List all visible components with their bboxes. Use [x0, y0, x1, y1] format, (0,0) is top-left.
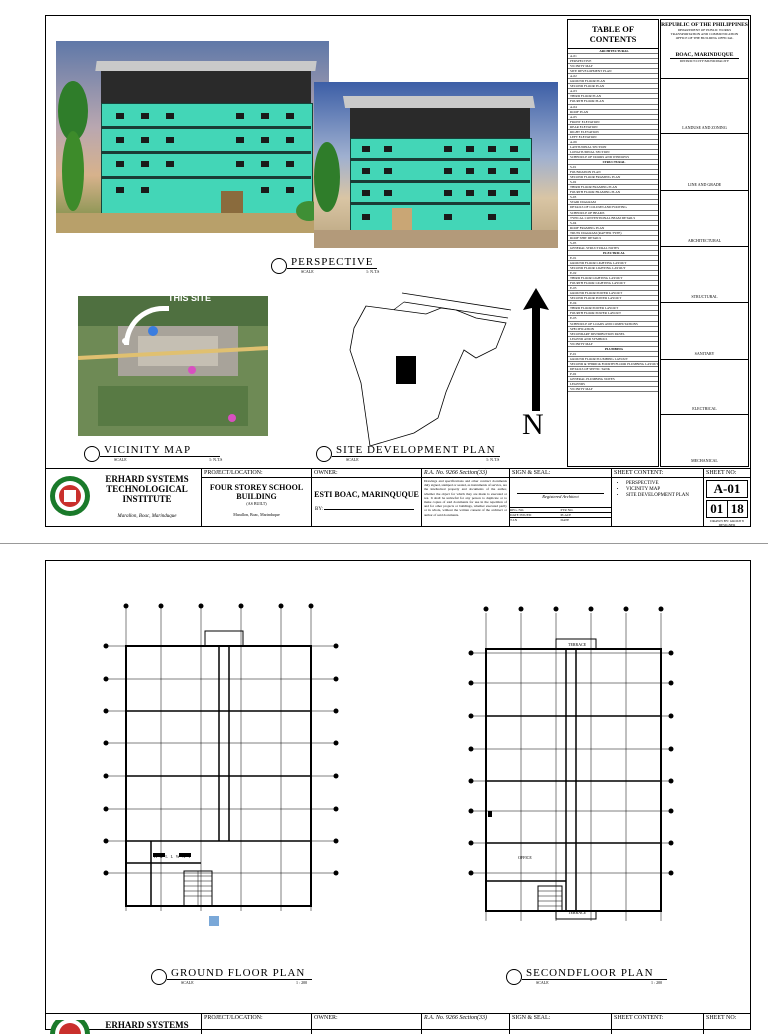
perspective-render-side	[314, 82, 558, 248]
sheet-id: A-01	[706, 480, 748, 498]
drawing-sheet-a01: PERSPECTIVE SCALE 1: N.T.S THIS SITE VICINITY MAP SCALE 1: N.T.S N SITE DEVELOPMENT PLAN SCALE 1: N.T.S TABLE OF CONTENTS ARCHITECTURAL A-01 PERSPECTIVE VICINITY MAP SITE DEVELOPMENT PLAN A-02 GROUND FLOOR PLAN SECOND FLOOR PLAN A-03 THIRD FLOOR PLAN FOURTH FLOOR PLAN A-04 ROOF PLAN A-05 FRONT ELEVATION REAR ELEVATION RIGHT ELEVATION LEFT ELEVATION A-06 LATITUDINAL SECTION LONGITUDINAL SECTION SCHEDULE OF DOORS AND WINDOWS STRUCTURAL S-01 FOUNDATION PLAN SECOND FLOOR FRAMING PLAN S-02 THIRD FLOOR FRAMING PLAN FOURTH FLOOR FRAMING PLAN S-03 STAIR DIAGRAM DETAILS OF COLUMN AND FOOTING SCHEDULE OF BEAMS TYPICAL CONVENTIONAL BEAM DETAILS S-04 ROOF FRAMING PLAN TRUSS DIAGRAM (RAFTER TYPE) ROOF SHIT DETAILS S-05 GENERAL STRUCTURAL NOTES ELECTRICAL E-01 GROUND FLOOR LIGHTING LAYOUT SECOND FLOOR LIGHTING LAYOUT E-02 THIRD FLOOR LIGHTING LAYOUT FOURTH FLOOR LIGHTING LAYOUT E-03 GROUND FLOOR POWER LAYOUT SECOND FLOOR POWER LAYOUT E-04 THIRD FLOOR POWER LAYOUT FOURTH FLOOR POWER LAYOUT E-05 SCHEDULE OF LOADS AND COMPUTATIONS SPECIFICATION SECONDARY DISTRIBUTION PANEL LEGEND AND SYMBOLS VICINITY MAP PLUMBING P-01 GROUND FLOOR PLUMBING LAYOUT SECOND & THIRD & FOURTH FLOOR PLUMBING LAYOUT DETAILS OF SEPTIC TANK P-02 GENERAL PLUMBING NOTES LEGENDS VICINITY MAP REPUBLIC OF THE PHILIPPINES DEPARTMENT OF PUBLIC WORKS TRANSPORTATION AND COMMUNICATION OFFICE OF THE BUILDING OFFICIAL BOAC, MARINDUQUE DISTRICT/CITY/MUNICIPALITY LANDUSE AND ZONING LINE AND GRADE ARCHITECTURAL STRUCTURAL SANITARY ELECTRICAL MECHANICAL ERHARD SYSTEMS TECHNOLOGICAL INSTITUTE Marallon, Boac, Marinduque PROJECT/LOCATION: FOUR STOREY SCHOOL BUILDING (AS BUILT) Marallon, Boac, Marinduque OWNER: ESTI BOAC, MARINQUQUE BY: R.A. No. 9266 Section(33) Drawings and specifications and other contract documents duly signed, stamped or sealed, as instruments of service, are the intellectual property and documents of the author, whether the object for which they are made is executed or not. It shall be unlawful for any person to duplicate or to make copies of said documents for use in the repetition of and for other projects or buildings, whether executed partly or in whole, without the written consent of the architect or author of said documents. SIGN & SEAL: Registered Architect REG. NO. PTR NO. DATE ISSUED PLACE T.I.N DATE SHEET CONTENT: • PERSPECTIVE • VICINITY MAP • SITE DEVELOPMENT PLAN SHEET NO: A-01 01 18 DRAWN BY: GROUP 8 DESIGNER	[45, 15, 751, 527]
toc-entry: A-01	[568, 54, 658, 59]
toc-entry: S-04	[568, 221, 658, 226]
perspective-render-front	[56, 41, 329, 233]
content-item: • VICINITY MAP	[626, 487, 703, 493]
toc-entry: SITE DEVELOPMENT PLAN	[568, 69, 658, 74]
sign-caption: SIGN & SEAL:	[510, 469, 611, 478]
toc-entry: SECOND FLOOR FRAMING PLAN	[568, 175, 658, 180]
toc-entry: A-04	[568, 105, 658, 110]
toc-entry: LONGITUDINAL SECTION	[568, 150, 658, 155]
toc-entry: SECOND & THIRD & FOURTH FLOOR PLUMBING LAYOUT	[570, 361, 658, 366]
toc-entry: THIRD FLOOR FRAMING PLAN	[568, 185, 658, 190]
toc-entry: GROUND FLOOR PLUMBING LAYOUT	[568, 357, 658, 362]
toc-entry: S-01	[568, 165, 658, 170]
toc-entry: SCHEDULE OF LOADS AND COMPUTATIONS	[568, 322, 658, 327]
vicinity-title: VICINITY MAP	[104, 444, 192, 456]
toc-entry: SECOND FLOOR POWER LAYOUT	[568, 296, 658, 301]
title-block	[46, 468, 750, 527]
school-name-3: INSTITUTE	[122, 494, 172, 504]
toc-entry: ROOF SHIT DETAILS	[568, 236, 658, 241]
toc-entry: SCHEDULE OF DOORS AND WINDOWS	[568, 155, 658, 160]
toc-entry: SECONDARY DISTRIBUTION PANEL	[568, 332, 658, 337]
toc-entry: E-02	[568, 271, 658, 276]
toc-entry: VICINITY MAP	[568, 64, 658, 69]
school-seal-icon	[49, 1020, 91, 1034]
school-seal-icon	[49, 475, 91, 517]
toc-entry: P-01	[568, 352, 658, 357]
content-item: • SITE DEVELOPMENT PLAN	[626, 493, 703, 499]
toc-entry: GROUND FLOOR PLAN	[568, 79, 658, 84]
toc-entry: RIGHT ELEVATION	[568, 130, 658, 135]
office-label: OFFICE	[518, 855, 532, 860]
site-development-plan-drawing	[346, 288, 516, 450]
ra-cell	[422, 469, 510, 527]
sheet-separator	[0, 543, 768, 544]
title-block-partial: ERHARD SYSTEMS PROJECT/LOCATION: OWNER: R.A. No. 9266 Section(33) SIGN & SEAL: SHEET CONTENT: SHEET NO:	[46, 1013, 750, 1034]
toc-entry: TRUSS DIAGRAM (RAFTER TYPE)	[568, 231, 658, 236]
content-caption: SHEET CONTENT:	[612, 469, 703, 478]
toc-list	[568, 49, 658, 392]
toc-section-heading: PLUMBING	[568, 347, 658, 352]
toc-entry: A-06	[568, 140, 658, 145]
owner-cell: OWNER: ESTI BOAC, MARINQUQUE BY:	[312, 469, 422, 527]
ground-floor-title: GROUND FLOOR PLAN	[171, 967, 306, 979]
agency-place: BOAC, MARINDUQUE	[670, 52, 740, 59]
site-plan-title: SITE DEVELOPMENT PLAN	[336, 444, 496, 456]
toc-entry: THIRD FLOOR PLAN	[568, 94, 658, 99]
vicinity-map-image	[78, 296, 268, 436]
toc-entry: LATITUDINAL SECTION	[568, 145, 658, 150]
toc-entry: E-03	[568, 286, 658, 291]
toc-entry: FOURTH FLOOR FRAMING PLAN	[568, 190, 658, 195]
table-of-contents	[567, 19, 659, 467]
toc-entry: THIRD FLOOR LIGHTING LAYOUT	[568, 276, 658, 281]
project-name-2: BUILDING	[236, 492, 277, 501]
toc-entry: FOURTH FLOOR PLAN	[568, 99, 658, 104]
toc-entry: GROUND FLOOR POWER LAYOUT	[568, 291, 658, 296]
toc-entry: FOURTH FLOOR POWER LAYOUT	[568, 311, 658, 316]
ra-caption: R.A. No. 9266 Section(33)	[422, 469, 509, 478]
school-name-2: TECHNOLOGICAL	[106, 484, 188, 494]
toc-entry: FOURTH FLOOR LIGHTING LAYOUT	[568, 281, 658, 286]
toc-entry: TYPICAL CONVENTIONAL BEAM DETAILS	[568, 216, 658, 221]
toc-entry: VICINITY MAP	[568, 342, 658, 347]
toc-entry: LEFT ELEVATION	[568, 135, 658, 140]
toc-entry: SECOND FLOOR PLAN	[568, 84, 658, 89]
terrace-label-top: TERRACE	[568, 642, 587, 647]
project-cell: PROJECT/LOCATION: FOUR STOREY SCHOOL BUILDING (AS BUILT) Marallon, Boac, Marinduque	[202, 469, 312, 527]
owner-name: ESTI BOAC, MARINQUQUE	[314, 490, 419, 499]
toc-entry: FOUNDATION PLAN	[568, 170, 658, 175]
project-caption: PROJECT/LOCATION:	[202, 469, 311, 478]
toc-entry: LEGEND AND SYMBOLS	[568, 337, 658, 342]
sign-cell: SIGN & SEAL: Registered Architect REG. NO. PTR NO. DATE ISSUED PLACE T.I.N DATE	[510, 469, 612, 527]
toc-entry: DETAILS OF COLUMN AND FOOTING	[568, 205, 658, 210]
school-name-1: ERHARD SYSTEMS	[105, 1020, 189, 1030]
toc-entry: E-01	[568, 256, 658, 261]
sheet-num: 01	[707, 501, 728, 517]
toc-entry: GROUND FLOOR LIGHTING LAYOUT	[568, 261, 658, 266]
toc-entry: SPECIFICATION	[568, 327, 658, 332]
toc-entry: S-05	[568, 241, 658, 246]
ground-floor-plan-drawing	[101, 601, 351, 931]
toc-entry: STAIR DIAGRAM	[568, 200, 658, 205]
toc-entry: GENERAL STRUCTURAL NOTES	[568, 246, 658, 251]
toc-entry: PERSPECTIVE	[568, 59, 658, 64]
terrace-label-bottom: TERRACE	[568, 910, 587, 915]
toc-entry: E-04	[568, 301, 658, 306]
second-floor-title: SECONDFLOOR PLAN	[526, 967, 654, 979]
toc-entry: THIRD FLOOR POWER LAYOUT	[568, 306, 658, 311]
sheet-number-cell: SHEET NO: A-01 01 18 DRAWN BY: GROUP 8 DESIGNER	[704, 469, 750, 527]
toc-entry: SECOND FLOOR LIGHTING LAYOUT	[568, 266, 658, 271]
second-floor-plan-drawing	[456, 601, 676, 931]
toc-entry: A-02	[568, 74, 658, 79]
sheet-total: 18	[730, 501, 744, 516]
this-site-callout: THIS SITE	[168, 296, 212, 303]
north-letter: N	[522, 408, 544, 441]
agency-republic: REPUBLIC OF THE PHILIPPINES	[661, 22, 748, 28]
toc-section-heading: STRUCTURAL	[568, 160, 658, 165]
toc-section-heading: ELECTRICAL	[568, 251, 658, 256]
toc-entry: FRONT ELEVATION	[568, 120, 658, 125]
school-cell: ERHARD SYSTEMS TECHNOLOGICAL INSTITUTE Marallon, Boac, Marinduque	[46, 469, 202, 527]
toc-title: TABLE OF CONTENTS	[568, 20, 658, 49]
sheetno-caption: SHEET NO:	[704, 469, 750, 478]
toc-entry: SCHEDULE OF BEAMS	[568, 211, 658, 216]
drawing-sheet-a02: H A L L W A Y GROUND FLOOR PLAN SCALE 1 : 200 TERRACE TERRACE OFFICE SECONDFLOOR PLAN SCALE 1 : 200 ERHARD SYSTEMS PROJECT/LOCATION: OWNER: R.A. No. 9266 Section(33) SIGN & SEAL: SHEET CONTENT: SHEET NO:	[45, 560, 751, 1030]
toc-entry: REAR ELEVATION	[568, 125, 658, 130]
toc-entry: P-02	[568, 372, 658, 377]
toc-entry: VICINITY MAP	[568, 387, 658, 392]
toc-entry: A-03	[568, 89, 658, 94]
hallway-label: H A L L W A Y	[154, 854, 192, 859]
toc-entry: E-05	[568, 316, 658, 321]
toc-entry: ROOF PLAN	[568, 110, 658, 115]
content-cell	[612, 469, 704, 527]
toc-entry: DETAILS OF SEPTIC TANK	[568, 367, 658, 372]
toc-entry: S-03	[568, 195, 658, 200]
approval-column: REPUBLIC OF THE PHILIPPINES DEPARTMENT OF PUBLIC WORKS TRANSPORTATION AND COMMUNICATION OFFICE OF THE BUILDING OFFICIAL BOAC, MARINDUQUE DISTRICT/CITY/MUNICIPALITY LANDUSE AND ZONING LINE AND GRADE ARCHITECTURAL STRUCTURAL SANITARY ELECTRICAL MECHANICAL	[660, 19, 749, 467]
owner-caption: OWNER:	[312, 469, 421, 478]
toc-entry: S-02	[568, 180, 658, 185]
ra-text: Drawings and specifications and other contract documents duly signed, stamped or sealed, as instruments of service, are the intellectual property and documents of the author, whether the object for which they are made is executed or not. It shall be unlawful for any person to duplicate or to make copies of said documents for use in the repetition of and for other projects or buildings, whether executed partly or in whole, without the written consent of the architect or author of said documents.	[424, 479, 507, 517]
project-name-1: FOUR STOREY SCHOOL	[209, 483, 304, 492]
toc-entry: A-05	[568, 115, 658, 120]
toc-entry: LEGENDS	[568, 382, 658, 387]
perspective-title: PERSPECTIVE	[291, 256, 374, 268]
content-item: • PERSPECTIVE	[626, 481, 703, 487]
toc-entry: ROOF FRAMING PLAN	[568, 226, 658, 231]
school-name-1: ERHARD SYSTEMS	[105, 474, 189, 484]
toc-entry: GENERAL PLUMBING NOTES	[568, 377, 658, 382]
toc-section-heading: ARCHITECTURAL	[568, 49, 658, 54]
